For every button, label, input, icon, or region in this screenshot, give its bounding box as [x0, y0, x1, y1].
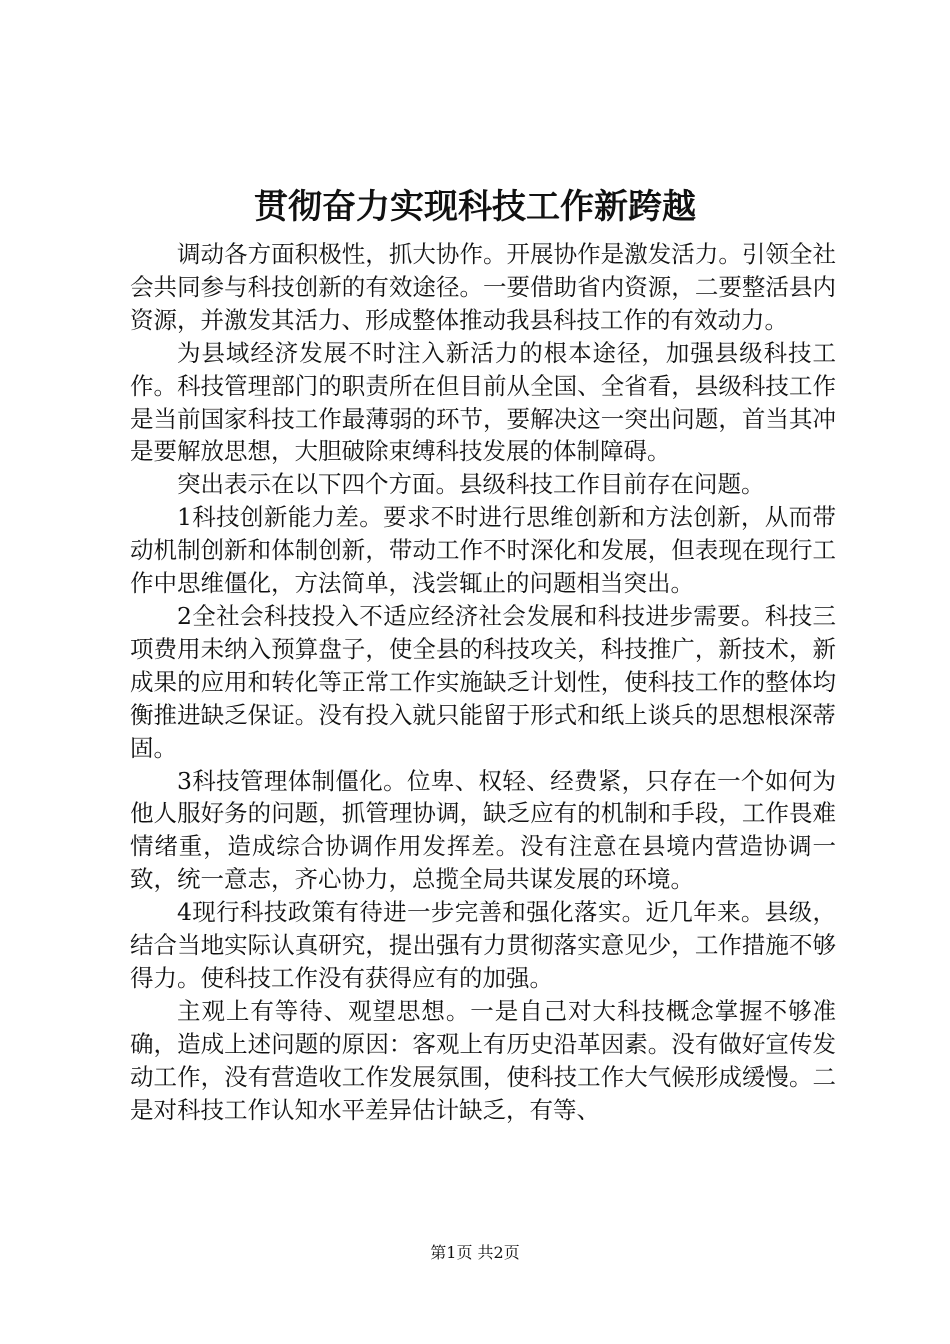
page-number-footer: 第1页 共2页 — [430, 1243, 520, 1262]
paragraph: 主观上有等待、观望思想。一是自己对大科技概念掌握不够准确，造成上述问题的原因：客观上有历史沿革因素。没有做好宣传发动工作，没有营造收工作发展氛围，使科技工作大气候形成缓慢。二是对科技工作认知水平差异估计缺乏，有等、 — [130, 996, 836, 1124]
paragraph: 调动各方面积极性，抓大协作。开展协作是激发活力。引领全社会共同参与科技创新的有效途径。一要借助省内资源，二要整活县内资源，并激发其活力、形成整体推动我县科技工作的有效动力。 — [130, 240, 836, 334]
paragraph: 突出表示在以下四个方面。县级科技工作目前存在问题。 — [177, 470, 765, 499]
document-title: 贯彻奋力实现科技工作新跨越 — [254, 187, 696, 227]
paragraph: 3科技管理体制僵化。位卑、权轻、经费紧，只存在一个如何为他人服好务的问题，抓管理协调，缺乏应有的机制和手段，工作畏难情绪重，造成综合协调作用发挥差。没有注意在县境内营造协调一致，统一意志，齐心协力，总揽全局共谋发展的环境。 — [130, 766, 836, 894]
paragraph: 4现行科技政策有待进一步完善和强化落实。近几年来。县级，结合当地实际认真研究，提出强有力贯彻落实意见少，工作措施不够得力。使科技工作没有获得应有的加强。 — [130, 898, 836, 992]
paragraph: 为县域经济发展不时注入新活力的根本途径，加强县级科技工作。科技管理部门的职责所在但目前从全国、全省看，县级科技工作是当前国家科技工作最薄弱的环节，要解决这一突出问题，首当其冲是要解放思想，大胆破除束缚科技发展的体制障碍。 — [130, 338, 836, 466]
document-body — [130, 238, 836, 1126]
paragraph: 2全社会科技投入不适应经济社会发展和科技进步需要。科技三项费用未纳入预算盘子，使全县的科技攻关，科技推广，新技术，新成果的应用和转化等正常工作实施缺乏计划性，使科技工作的整体均衡推进缺乏保证。没有投入就只能留于形式和纸上谈兵的思想根深蒂固。 — [130, 601, 836, 762]
paragraph: 1科技创新能力差。要求不时进行思维创新和方法创新，从而带动机制创新和体制创新，带动工作不时深化和发展，但表现在现行工作中思维僵化，方法简单，浅尝辄止的问题相当突出。 — [130, 503, 836, 598]
